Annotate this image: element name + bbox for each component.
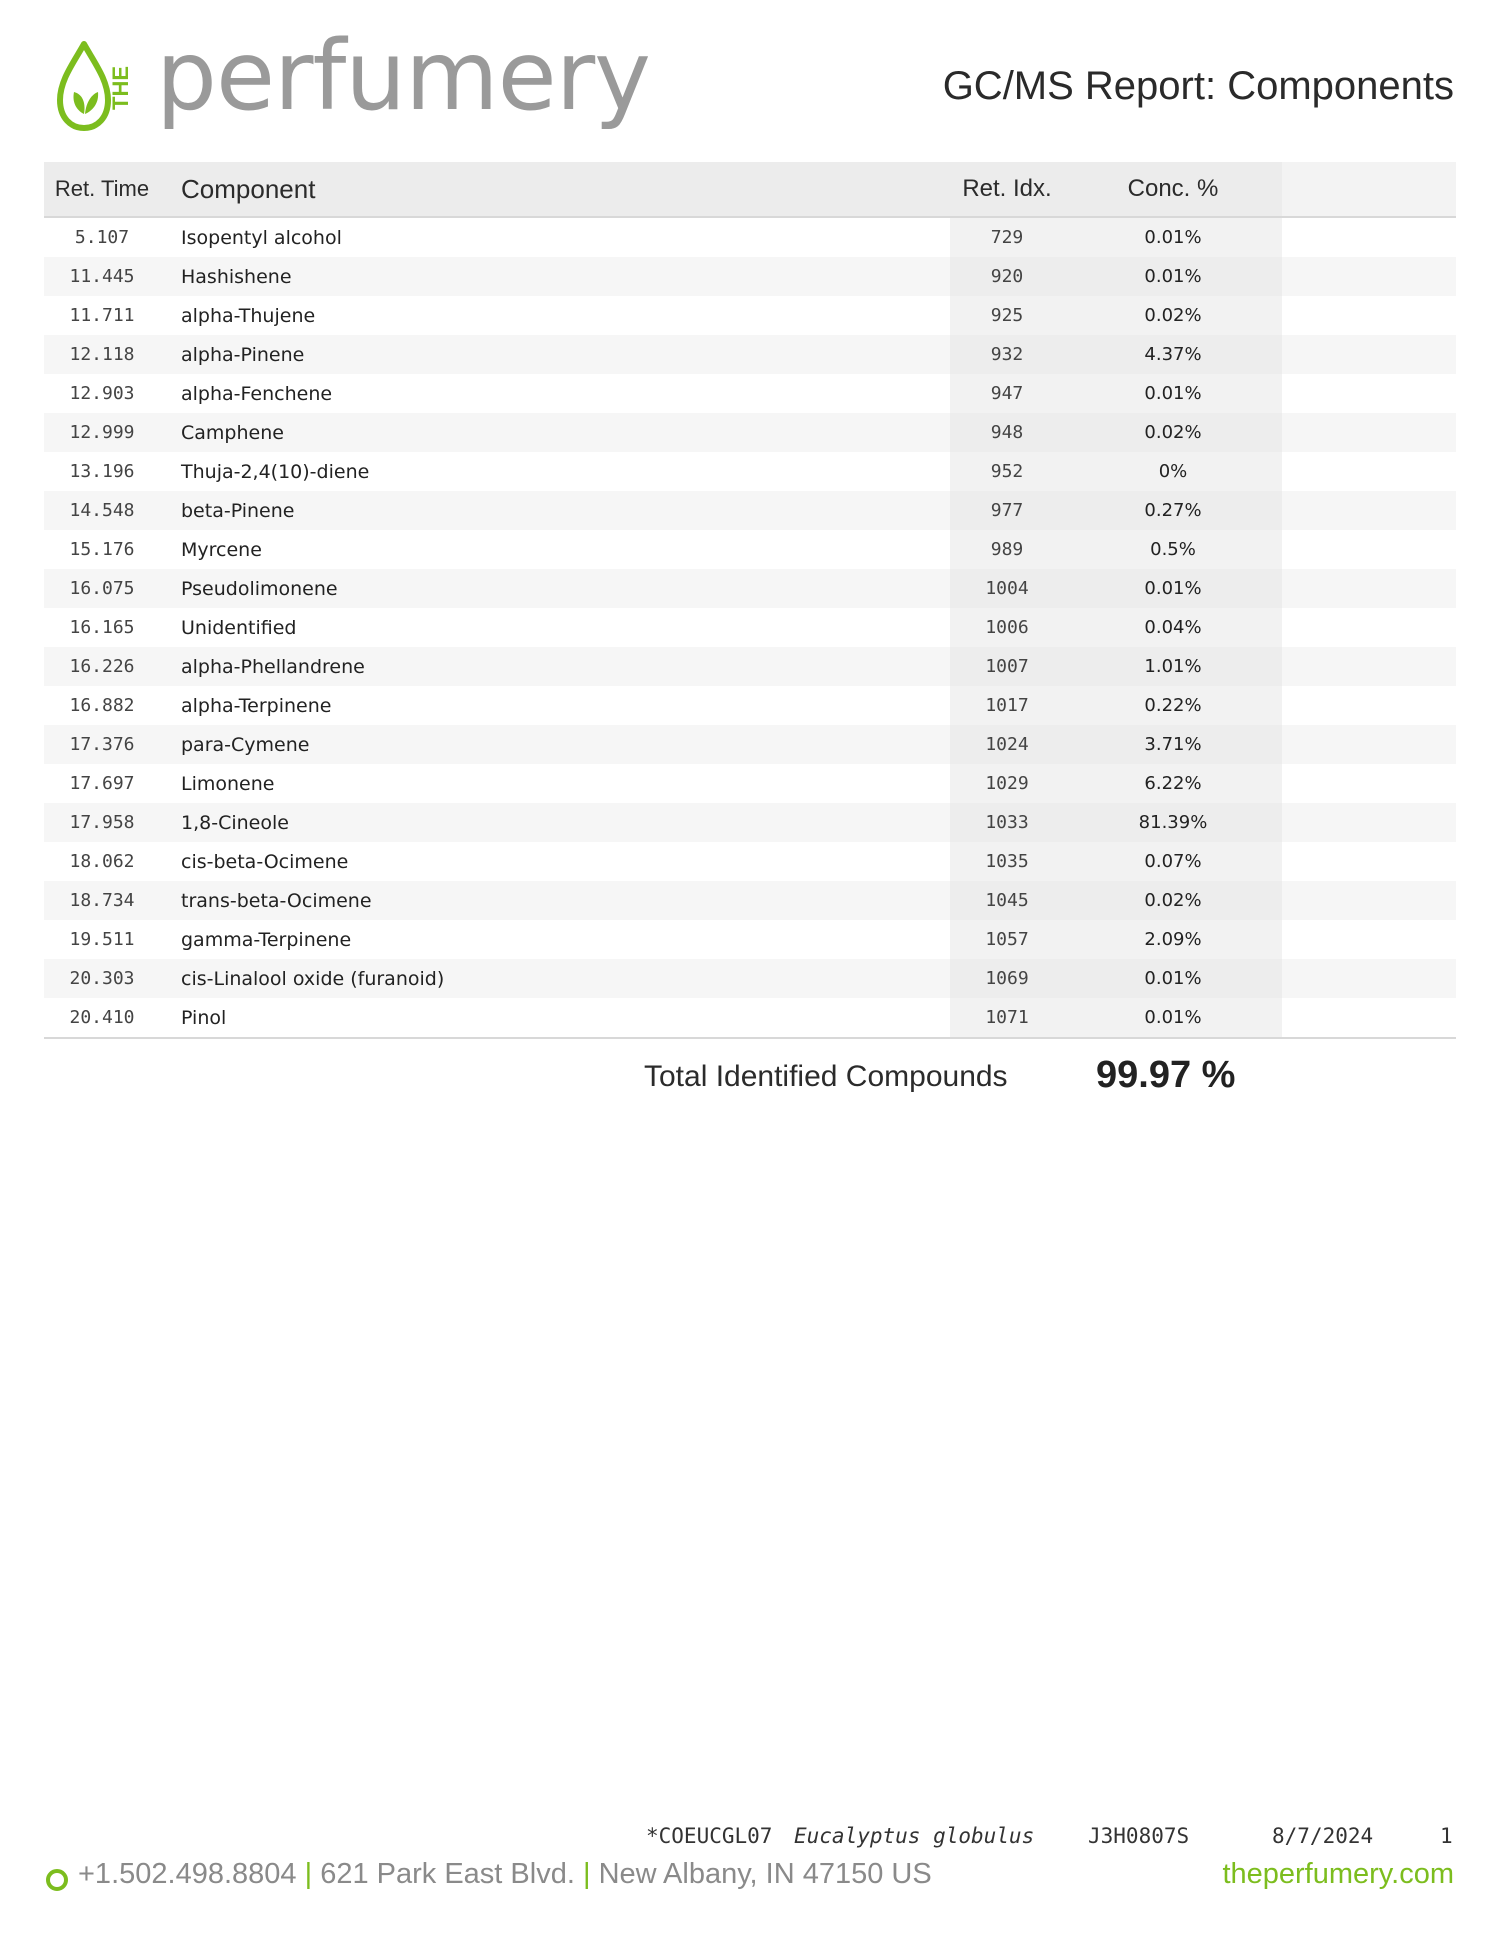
cell-conc: 0.01% [1064, 257, 1282, 296]
cell-ret-idx: 1057 [950, 920, 1064, 959]
cell-conc: 0.02% [1064, 881, 1282, 920]
cell-ret-idx: 952 [950, 452, 1064, 491]
cell-conc: 3.71% [1064, 725, 1282, 764]
cell-ret-idx: 1029 [950, 764, 1064, 803]
table-row [44, 686, 1456, 725]
cell-ret-time: 16.075 [44, 569, 160, 608]
table-row [44, 998, 1456, 1038]
cell-ret-time: 18.734 [44, 881, 160, 920]
table-row [44, 491, 1456, 530]
cell-ret-idx: 989 [950, 530, 1064, 569]
cell-spacer [1282, 608, 1456, 647]
header-ret-idx: Ret. Idx. [950, 162, 1064, 217]
cell-spacer [1282, 374, 1456, 413]
cell-conc: 0.5% [1064, 530, 1282, 569]
cell-ret-time: 20.410 [44, 998, 160, 1038]
cell-ret-time: 12.903 [44, 374, 160, 413]
cell-ret-idx: 920 [950, 257, 1064, 296]
cell-conc: 2.09% [1064, 920, 1282, 959]
cell-conc: 4.37% [1064, 335, 1282, 374]
cell-component: Hashishene [160, 257, 950, 296]
lot-number: J3H0807S [1088, 1824, 1190, 1848]
cell-ret-idx: 947 [950, 374, 1064, 413]
cell-spacer [1282, 686, 1456, 725]
cell-ret-idx: 1017 [950, 686, 1064, 725]
cell-component: Pinol [160, 998, 950, 1038]
cell-conc: 81.39% [1064, 803, 1282, 842]
cell-ret-time: 14.548 [44, 491, 160, 530]
logo-wordmark: perfumery [156, 20, 650, 132]
cell-ret-idx: 1006 [950, 608, 1064, 647]
cell-spacer [1282, 217, 1456, 257]
footer-separator: | [582, 1858, 591, 1890]
cell-ret-idx: 925 [950, 296, 1064, 335]
report-date: 8/7/2024 [1272, 1824, 1374, 1848]
page-number: 1 [1440, 1824, 1453, 1848]
header-ret-time: Ret. Time [44, 162, 160, 217]
table-row [44, 413, 1456, 452]
cell-spacer [1282, 881, 1456, 920]
table-row [44, 764, 1456, 803]
header-spacer [1282, 162, 1456, 217]
table-row [44, 374, 1456, 413]
cell-component: trans-beta-Ocimene [160, 881, 950, 920]
footer [46, 1858, 1454, 1898]
table-row [44, 296, 1456, 335]
cell-ret-time: 16.165 [44, 608, 160, 647]
cell-component: Unidentified [160, 608, 950, 647]
footer-address: 621 Park East Blvd. [320, 1858, 575, 1890]
total-value: 99.97 % [1096, 1054, 1236, 1096]
cell-conc: 0.27% [1064, 491, 1282, 530]
cell-spacer [1282, 296, 1456, 335]
cell-spacer [1282, 413, 1456, 452]
cell-spacer [1282, 491, 1456, 530]
cell-component: alpha-Fenchene [160, 374, 950, 413]
cell-ret-time: 5.107 [44, 217, 160, 257]
footer-website-link[interactable]: theperfumery.com [1222, 1858, 1454, 1890]
cell-ret-idx: 1033 [950, 803, 1064, 842]
table-row [44, 647, 1456, 686]
cell-ret-time: 17.697 [44, 764, 160, 803]
cell-ret-idx: 932 [950, 335, 1064, 374]
table-row [44, 530, 1456, 569]
logo-prefix: THE [108, 66, 133, 110]
footer-city: New Albany, IN 47150 US [598, 1858, 932, 1890]
cell-conc: 0% [1064, 452, 1282, 491]
table-row [44, 217, 1456, 257]
document-meta [0, 1824, 1454, 1854]
cell-component: Myrcene [160, 530, 950, 569]
table-row [44, 920, 1456, 959]
cell-ret-time: 18.062 [44, 842, 160, 881]
cell-ret-time: 20.303 [44, 959, 160, 998]
table-row [44, 569, 1456, 608]
cell-conc: 1.01% [1064, 647, 1282, 686]
cell-conc: 0.07% [1064, 842, 1282, 881]
cell-component: alpha-Terpinene [160, 686, 950, 725]
cell-conc: 0.04% [1064, 608, 1282, 647]
cell-ret-idx: 977 [950, 491, 1064, 530]
report-title: GC/MS Report: Components [942, 64, 1454, 108]
cell-conc: 0.02% [1064, 413, 1282, 452]
cell-conc: 0.01% [1064, 959, 1282, 998]
cell-conc: 0.01% [1064, 217, 1282, 257]
cell-component: gamma-Terpinene [160, 920, 950, 959]
table-row [44, 725, 1456, 764]
footer-contact [78, 1858, 932, 1891]
table-row [44, 803, 1456, 842]
cell-conc: 0.02% [1064, 296, 1282, 335]
cell-spacer [1282, 530, 1456, 569]
cell-spacer [1282, 998, 1456, 1038]
cell-component: Limonene [160, 764, 950, 803]
cell-ret-idx: 1071 [950, 998, 1064, 1038]
cell-conc: 0.01% [1064, 569, 1282, 608]
cell-ret-time: 12.999 [44, 413, 160, 452]
cell-component: Isopentyl alcohol [160, 217, 950, 257]
cell-ret-time: 11.711 [44, 296, 160, 335]
cell-ret-idx: 1024 [950, 725, 1064, 764]
cell-ret-idx: 948 [950, 413, 1064, 452]
cell-ret-idx: 1045 [950, 881, 1064, 920]
footer-phone[interactable]: +1.502.498.8804 [78, 1858, 297, 1890]
table-header-row [44, 162, 1456, 217]
cell-spacer [1282, 725, 1456, 764]
cell-component: cis-Linalool oxide (furanoid) [160, 959, 950, 998]
cell-component: para-Cymene [160, 725, 950, 764]
brand-logo [56, 20, 650, 140]
cell-conc: 0.01% [1064, 374, 1282, 413]
cell-ret-time: 13.196 [44, 452, 160, 491]
table-row [44, 608, 1456, 647]
cell-spacer [1282, 452, 1456, 491]
cell-conc: 6.22% [1064, 764, 1282, 803]
leaf-drop-logo-icon [56, 40, 136, 140]
product-code: *COEUCGL07 [646, 1824, 773, 1848]
cell-spacer [1282, 920, 1456, 959]
cell-ret-time: 12.118 [44, 335, 160, 374]
cell-ret-idx: 1035 [950, 842, 1064, 881]
circle-bullet-icon [46, 1869, 68, 1891]
table-row [44, 335, 1456, 374]
cell-component: cis-beta-Ocimene [160, 842, 950, 881]
cell-spacer [1282, 569, 1456, 608]
header-conc: Conc. % [1064, 162, 1282, 217]
table-row [44, 881, 1456, 920]
cell-ret-idx: 729 [950, 217, 1064, 257]
footer-separator: | [304, 1858, 313, 1890]
cell-ret-time: 16.226 [44, 647, 160, 686]
cell-ret-idx: 1007 [950, 647, 1064, 686]
cell-spacer [1282, 647, 1456, 686]
cell-spacer [1282, 803, 1456, 842]
cell-spacer [1282, 257, 1456, 296]
table-row [44, 257, 1456, 296]
cell-component: alpha-Phellandrene [160, 647, 950, 686]
table-row [44, 842, 1456, 881]
cell-spacer [1282, 959, 1456, 998]
header-component: Component [160, 162, 950, 217]
cell-component: Thuja-2,4(10)-diene [160, 452, 950, 491]
cell-conc: 0.22% [1064, 686, 1282, 725]
cell-component: Camphene [160, 413, 950, 452]
cell-ret-time: 11.445 [44, 257, 160, 296]
table-row [44, 452, 1456, 491]
table-row [44, 959, 1456, 998]
cell-ret-time: 19.511 [44, 920, 160, 959]
cell-ret-time: 17.958 [44, 803, 160, 842]
cell-ret-time: 17.376 [44, 725, 160, 764]
species-name: Eucalyptus globulus [794, 1824, 1035, 1848]
cell-spacer [1282, 764, 1456, 803]
cell-ret-time: 16.882 [44, 686, 160, 725]
components-table [44, 162, 1456, 1039]
cell-component: Pseudolimonene [160, 569, 950, 608]
total-label: Total Identified Compounds [644, 1060, 1008, 1093]
cell-spacer [1282, 335, 1456, 374]
cell-spacer [1282, 842, 1456, 881]
cell-ret-time: 15.176 [44, 530, 160, 569]
cell-component: alpha-Thujene [160, 296, 950, 335]
cell-ret-idx: 1004 [950, 569, 1064, 608]
cell-conc: 0.01% [1064, 998, 1282, 1038]
cell-component: 1,8-Cineole [160, 803, 950, 842]
cell-ret-idx: 1069 [950, 959, 1064, 998]
cell-component: beta-Pinene [160, 491, 950, 530]
cell-component: alpha-Pinene [160, 335, 950, 374]
